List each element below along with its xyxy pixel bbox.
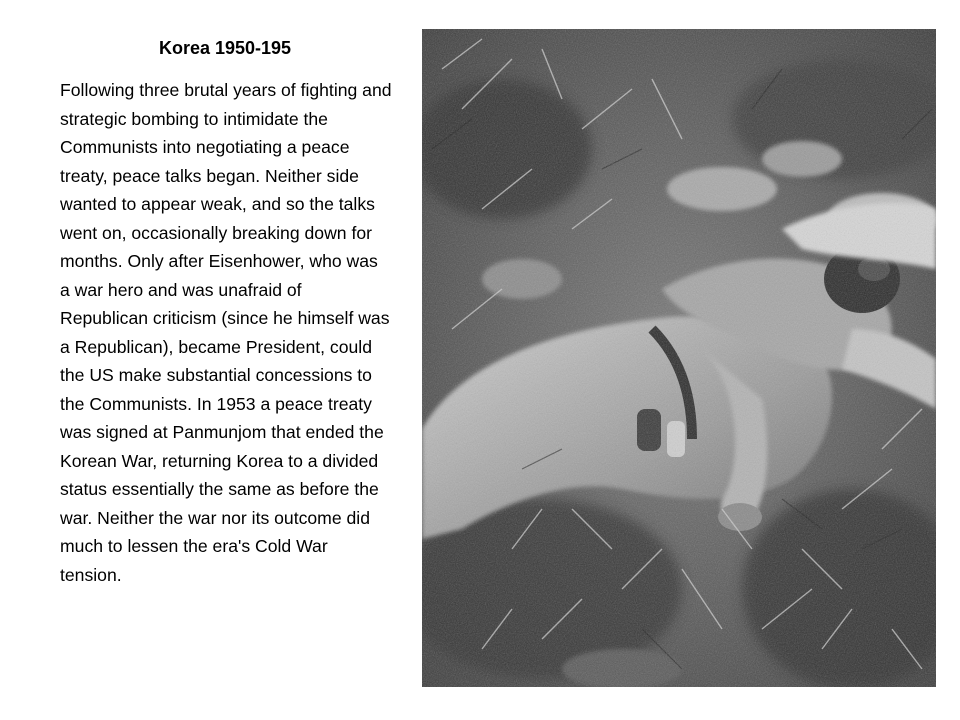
slide-title: Korea 1950-195 xyxy=(158,38,292,58)
film-grain xyxy=(422,29,936,687)
slide-body-text: Following three brutal years of fighting and strategic bombing to intimidate the Communists into negotiating a peace treaty, peace talks began. Neither side wanted to appear weak, and so the talks went on, occasionally breaking down for months. Only after Eisenhower, who was a war hero and was unafraid of Republican criticism (since he himself was a Republican), became President, could the US make substantial concessions to the Communists. In 1953 a peace treaty was signed at Panmunjom that ended the Korean War, returning Korea to a divided status essentially the same as before the war. Neither the war nor its outcome did much to lessen the era's Cold War tension. xyxy=(60,80,392,585)
war-photograph xyxy=(422,29,936,687)
photo-illustration xyxy=(422,29,936,687)
